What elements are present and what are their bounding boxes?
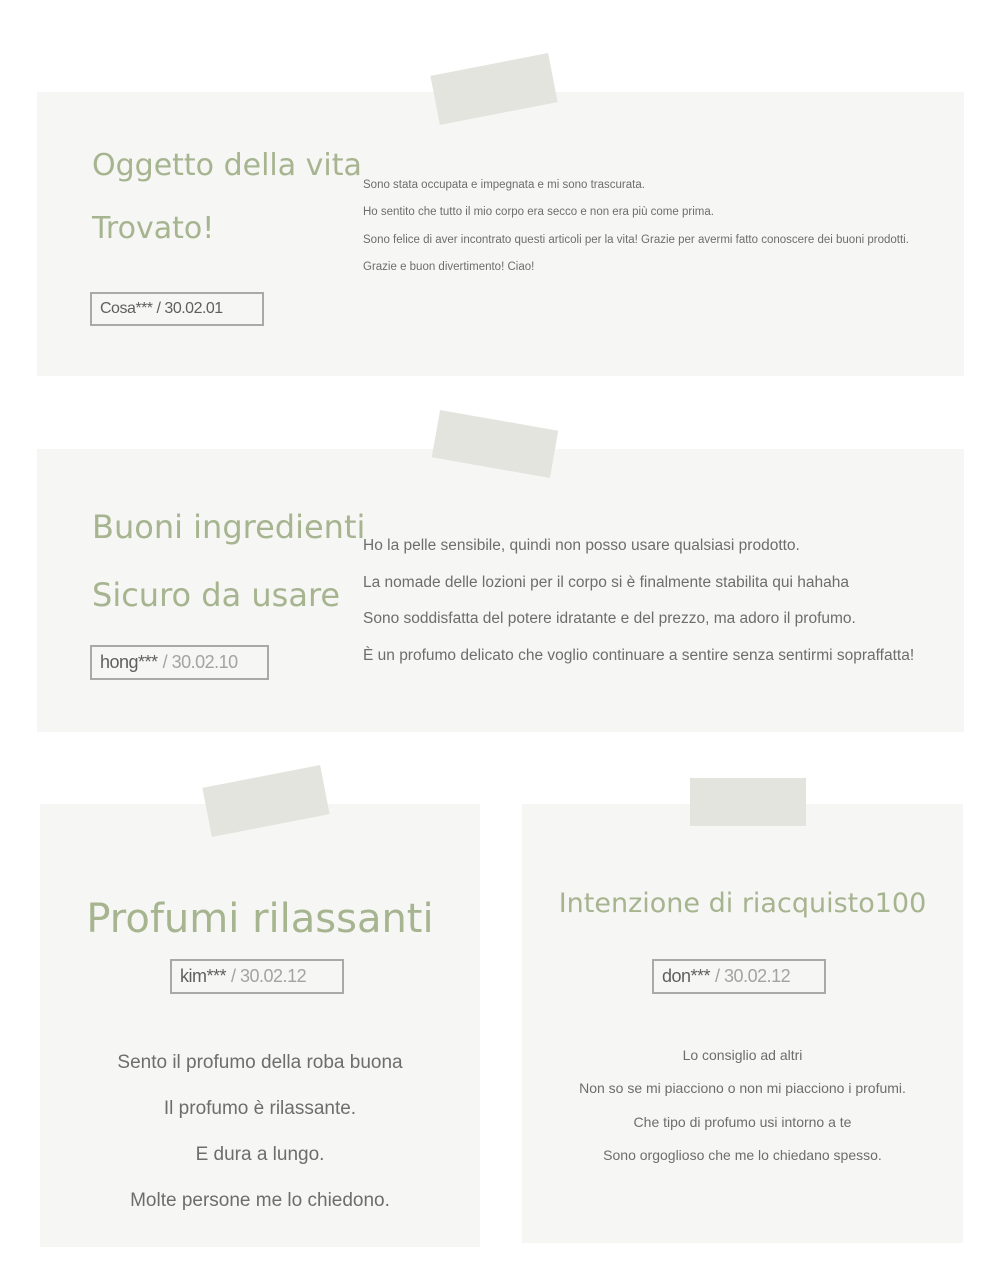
author-name: hong*** bbox=[100, 652, 158, 672]
review-body-line: Ho sentito che tutto il mio corpo era secco e non era più come prima. bbox=[363, 206, 714, 219]
author-tag bbox=[652, 959, 826, 994]
tape-decoration bbox=[690, 778, 806, 826]
review-body-line: Ho la pelle sensibile, quindi non posso usare qualsiasi prodotto. bbox=[363, 537, 800, 554]
review-date: / 30.02.10 bbox=[162, 652, 238, 672]
review-body-line: Il profumo è rilassante. bbox=[163, 1098, 357, 1119]
review-body-line: Sono felice di aver incontrato questi articoli per la vita! Grazie per avermi fatto conoscere dei buoni prodotti. bbox=[363, 233, 909, 246]
review-body-line: La nomade delle lozioni per il corpo si è finalmente stabilita qui hahaha bbox=[363, 573, 849, 591]
review-headline: Profumi rilassanti bbox=[86, 896, 434, 942]
review-body bbox=[363, 528, 914, 674]
review-date: / 30.02.01 bbox=[156, 300, 223, 317]
review-body bbox=[363, 172, 909, 281]
author-tag bbox=[90, 645, 269, 680]
review-body-line: Lo consiglio ad altri bbox=[682, 1047, 803, 1063]
review-date: / 30.02.12 bbox=[231, 966, 307, 986]
review-body-line: Che tipo di profumo usi intorno a te bbox=[633, 1113, 852, 1130]
review-body-line: Sono soddisfatta del potere idratante e del prezzo, ma adoro il profumo. bbox=[363, 610, 856, 627]
author-tag bbox=[90, 292, 264, 326]
review-body-line: Sono stata occupata e impegnata e mi sono trascurata. bbox=[363, 179, 645, 191]
review-card-background bbox=[522, 804, 963, 1243]
review-headline: Intenzione di riacquisto100 bbox=[558, 888, 927, 919]
review-body bbox=[522, 1039, 963, 1172]
author-tag bbox=[170, 959, 344, 994]
review-body-line: E dura a lungo. bbox=[195, 1144, 325, 1165]
author-name: don*** bbox=[662, 966, 711, 986]
review-body bbox=[40, 1040, 480, 1224]
author-name: Cosa*** bbox=[100, 300, 153, 317]
review-body-line: È un profumo delicato che voglio continuare a sentire senza sentirmi sopraffatta! bbox=[363, 646, 915, 664]
review-headline-line-2: Sicuro da usare bbox=[92, 576, 341, 614]
review-date: / 30.02.12 bbox=[715, 966, 791, 986]
author-name: kim*** bbox=[180, 966, 227, 986]
review-headline-line-1: Buoni ingredienti bbox=[92, 508, 366, 546]
review-headline-line-1: Oggetto della vita bbox=[92, 148, 362, 183]
review-body-line: Molte persone me lo chiedono. bbox=[130, 1190, 390, 1211]
review-body-line: Non so se mi piacciono o non mi piacciono i profumi. bbox=[579, 1080, 906, 1097]
review-body-line: Sono orgoglioso che me lo chiedano spesso. bbox=[603, 1146, 882, 1163]
review-headline-line-2: Trovato! bbox=[92, 211, 215, 246]
review-body-line: Sento il profumo della roba buona bbox=[117, 1052, 403, 1073]
review-body-line: Grazie e buon divertimento! Ciao! bbox=[363, 260, 535, 273]
